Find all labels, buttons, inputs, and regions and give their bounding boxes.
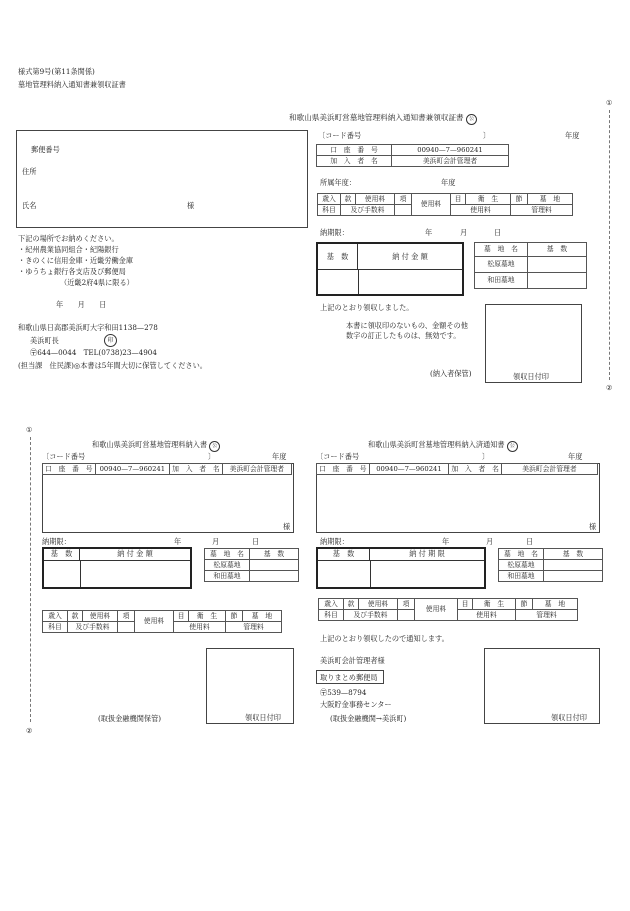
right-member: 美浜町会計管理者 xyxy=(501,464,597,475)
left-acct-no: 00940—7—960241 xyxy=(95,464,170,475)
seal-icon: 公 xyxy=(466,114,477,125)
stamp-label-top: 領収日付印 xyxy=(513,372,549,381)
left-code-label: 〔コード番号 xyxy=(42,452,86,461)
left-code-close: 〕 xyxy=(208,452,216,461)
left-cem-name: 墓 地 名 xyxy=(205,549,250,560)
top-title: 和歌山県美浜町営墓地管理料納入通知書兼領収証書 公 xyxy=(289,113,477,125)
place-4: （近畿2府4県に限る） xyxy=(60,278,134,287)
deadline-label: 納期限： xyxy=(320,228,349,237)
left-bochi: 墓 地 xyxy=(243,611,282,622)
fy-year: 年度 xyxy=(441,178,456,187)
right-deadline: 納期限： xyxy=(320,537,349,546)
right-bochi: 墓 地 xyxy=(533,599,578,610)
right-main-box xyxy=(316,463,600,533)
right-cem-kisu: 基 数 xyxy=(544,549,603,560)
left-eisei: 衛 生 xyxy=(189,611,226,622)
left-member-label: 加 入 者 名 xyxy=(170,464,223,475)
place-title: 下記の場所でお納めください。 xyxy=(18,234,119,243)
left-cem-2: 和田墓地 xyxy=(205,571,250,582)
form-number: 様式第9号(第11条関係) xyxy=(18,67,95,76)
cemetery-table xyxy=(474,242,587,289)
left-cat: 歳入 xyxy=(43,611,68,622)
cem-name-header: 墓 地 名 xyxy=(475,243,528,257)
cat-label: 歳入 xyxy=(318,194,341,205)
member-name: 美浜町会計管理者 xyxy=(392,156,509,167)
mark-1-bottom: ① xyxy=(26,425,33,434)
use-fee: 使用料 xyxy=(412,194,451,216)
kisu-header: 基 数 xyxy=(318,244,358,270)
right-use-fee: 使用料 xyxy=(415,599,458,621)
sama-label: 様 xyxy=(187,201,195,210)
tel-line: 〶644—0044 TEL(0738)23—4904 xyxy=(30,348,157,357)
right-deadline-year: 年 xyxy=(442,537,450,546)
left-kou: 項 xyxy=(118,611,135,622)
right-use: 使用料 xyxy=(359,599,398,610)
right-member-label: 加 入 者 名 xyxy=(449,464,502,475)
left-member: 美浜町会計管理者 xyxy=(222,464,291,475)
left-account-row xyxy=(42,463,292,475)
right-eisei: 衛 生 xyxy=(473,599,516,610)
left-bochi-2: 管理料 xyxy=(226,622,282,633)
left-deadline-day: 日 xyxy=(252,537,260,546)
cem-kisu-header: 基 数 xyxy=(528,243,587,257)
member-label: 加 入 者 名 xyxy=(317,156,392,167)
right-addressee: 美浜町会計管理者様 xyxy=(320,656,385,665)
invalid-note: 本書に領収印のないもの、金額その他数字の訂正したものは、無効です。 xyxy=(346,321,468,341)
code-close: 〕 xyxy=(483,131,491,140)
kou-label: 項 xyxy=(395,194,412,205)
use-label-2: 及び手数料 xyxy=(341,205,395,216)
left-use-fee: 使用料 xyxy=(135,611,174,633)
right-deadline-month: 月 xyxy=(486,537,494,546)
left-cem-kisu: 基 数 xyxy=(250,549,299,560)
right-sama: 様 xyxy=(589,522,597,531)
right-kan: 款 xyxy=(344,599,359,610)
right-code-close: 〕 xyxy=(482,452,490,461)
town-address: 和歌山県日高郡美浜町大字和田1138—278 xyxy=(18,323,158,332)
left-cem-1: 松原墓地 xyxy=(205,560,250,571)
acct-label: 口 座 番 号 xyxy=(317,145,392,156)
left-amount-header: 納 付 金 額 xyxy=(80,549,190,561)
cut-line-left xyxy=(30,437,31,722)
cem-matsubara: 松原墓地 xyxy=(475,257,528,273)
mark-2-top: ② xyxy=(606,383,613,392)
right-cem-name: 墓 地 名 xyxy=(499,549,544,560)
account-table xyxy=(316,144,509,167)
left-deadline: 納期限： xyxy=(42,537,71,546)
eisei-label-2: 使用料 xyxy=(451,205,511,216)
amount-box xyxy=(316,242,464,296)
fy-label: 所属年度： xyxy=(320,178,356,187)
issue-date: 年 月 日 xyxy=(56,300,107,309)
year-label: 年度 xyxy=(565,131,580,140)
deadline-day: 日 xyxy=(494,228,502,237)
address-label: 住所 xyxy=(22,167,37,176)
right-setsu: 節 xyxy=(516,599,533,610)
left-cat-2: 科目 xyxy=(43,622,68,633)
left-use: 使用料 xyxy=(83,611,118,622)
left-main-box xyxy=(42,463,294,533)
cat-label-2: 科目 xyxy=(318,205,341,216)
right-stamp-box xyxy=(484,648,600,724)
bochi-label-2: 管理料 xyxy=(511,205,573,216)
left-eisei-2: 使用料 xyxy=(174,622,226,633)
mark-1-top: ① xyxy=(606,98,613,107)
left-deadline-month: 月 xyxy=(212,537,220,546)
address-box xyxy=(16,130,308,228)
place-1: ・紀州農業協同組合・紀陽銀行 xyxy=(18,245,119,254)
left-setsu: 節 xyxy=(226,611,243,622)
cem-wada: 和田墓地 xyxy=(475,273,528,289)
right-amount-box xyxy=(316,547,486,589)
stamp-box-top xyxy=(485,304,582,383)
mayor-seal-icon: 印 xyxy=(104,334,117,347)
left-kisu-header: 基 数 xyxy=(44,549,80,561)
right-bochi-2: 管理料 xyxy=(516,610,578,621)
right-account-row xyxy=(316,463,598,475)
left-cemetery-table xyxy=(204,548,299,582)
right-cat: 歳入 xyxy=(319,599,344,610)
right-cem-1: 松原墓地 xyxy=(499,560,544,571)
left-keeper: (取扱金融機関保管) xyxy=(98,714,162,723)
received-text: 上記のとおり領収しました。 xyxy=(320,303,414,312)
left-sama: 様 xyxy=(283,522,291,531)
mayor-label: 美浜町長 xyxy=(30,336,59,345)
right-title: 和歌山県美浜町営墓地管理料納入済通知書 公 xyxy=(368,440,518,452)
account-category-table xyxy=(317,193,573,216)
collect-label: 取りまとめ郵便局 xyxy=(320,673,378,682)
right-route: (取扱金融機関→美浜町) xyxy=(330,714,407,723)
code-label: 〔コード番号 xyxy=(318,131,362,140)
left-stamp-box xyxy=(206,648,294,724)
right-category-table xyxy=(318,598,578,621)
left-moku: 目 xyxy=(174,611,189,622)
right-stamp-label: 領収日付印 xyxy=(551,713,587,722)
right-cemetery-table xyxy=(498,548,603,582)
right-acct-no: 00940—7—960241 xyxy=(369,464,449,475)
right-period-header: 納 付 期 限 xyxy=(370,549,484,561)
moku-label: 目 xyxy=(451,194,466,205)
deadline-month: 月 xyxy=(460,228,468,237)
dept-line: (担当課 住民課)◎本書は5年間大切に保管してください。 xyxy=(18,361,207,370)
left-kan: 款 xyxy=(68,611,83,622)
left-category-table xyxy=(42,610,282,633)
right-center: 大阪貯金事務センター xyxy=(320,700,392,709)
right-acct-label: 口 座 番 号 xyxy=(317,464,370,475)
setsu-label: 節 xyxy=(511,194,528,205)
left-amount-box xyxy=(42,547,192,589)
right-year: 年度 xyxy=(568,452,583,461)
right-cem-2: 和田墓地 xyxy=(499,571,544,582)
right-deadline-day: 日 xyxy=(526,537,534,546)
keeper-label: (納入者保管) xyxy=(430,369,472,378)
right-eisei-2: 使用料 xyxy=(458,610,516,621)
left-stamp-label: 領収日付印 xyxy=(245,713,281,722)
left-acct-label: 口 座 番 号 xyxy=(43,464,96,475)
right-moku: 目 xyxy=(458,599,473,610)
collect-box xyxy=(316,670,384,684)
left-year: 年度 xyxy=(272,452,287,461)
right-notify: 上記のとおり領収したので通知します。 xyxy=(320,634,449,643)
left-use-2: 及び手数料 xyxy=(68,622,118,633)
right-seal-icon: 公 xyxy=(507,441,518,452)
deadline-year: 年 xyxy=(425,228,433,237)
acct-no: 00940—7—960241 xyxy=(392,145,509,156)
kan-label: 款 xyxy=(341,194,356,205)
right-kou: 項 xyxy=(398,599,415,610)
cut-line xyxy=(609,110,610,380)
bochi-label: 墓 地 xyxy=(528,194,573,205)
eisei-label: 衛 生 xyxy=(466,194,511,205)
left-deadline-year: 年 xyxy=(174,537,182,546)
right-code-label: 〔コード番号 xyxy=(316,452,360,461)
right-use-2: 及び手数料 xyxy=(344,610,398,621)
left-seal-icon: 公 xyxy=(209,441,220,452)
amount-header: 納 付 金 額 xyxy=(358,244,462,270)
place-3: ・ゆうちょ銀行各支店及び郵便局 xyxy=(18,267,126,276)
postal-label: 郵便番号 xyxy=(31,145,60,154)
right-post-no: 〶539—8794 xyxy=(320,688,367,697)
right-kisu-header: 基 数 xyxy=(318,549,370,561)
right-cat-2: 科目 xyxy=(319,610,344,621)
left-title: 和歌山県美浜町営墓地管理料納入書 公 xyxy=(92,440,220,452)
form-title: 墓地管理料納入通知書兼領収証書 xyxy=(18,80,126,89)
name-label: 氏名 xyxy=(22,201,37,210)
mark-2-bottom: ② xyxy=(26,726,33,735)
use-label: 使用料 xyxy=(356,194,395,205)
place-2: ・きのくに信用金庫・近畿労働金庫 xyxy=(18,256,134,265)
